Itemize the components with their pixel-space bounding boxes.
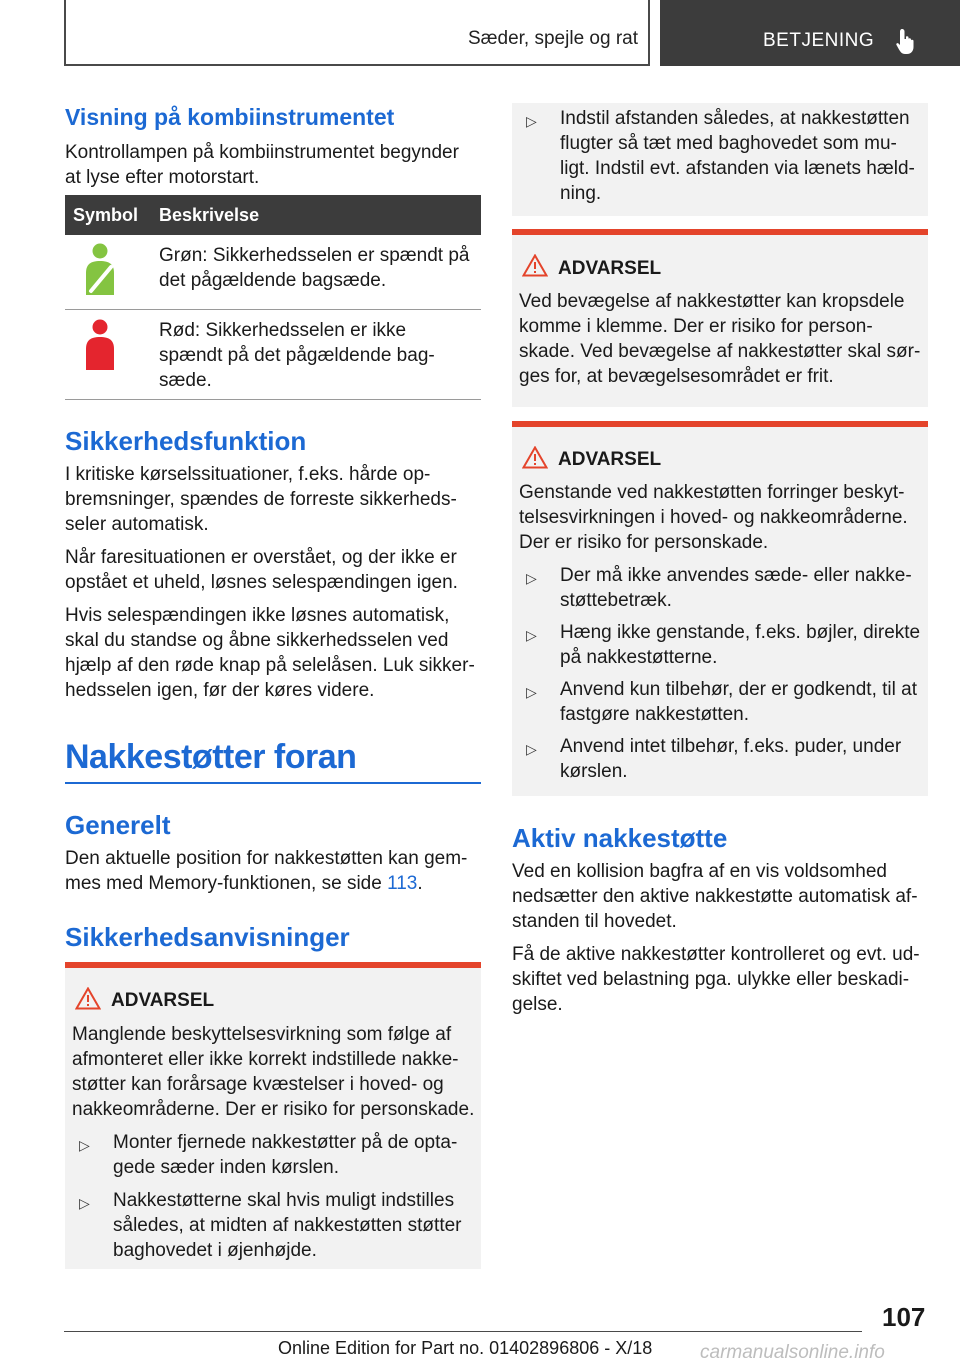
warning-bar [512, 229, 928, 235]
warning-2-line-4: ges for, at bevægelsesområdet er frit. [519, 366, 834, 387]
triangle-bullet-icon: ▷ [526, 741, 537, 757]
triangle-bullet-icon: ▷ [526, 684, 537, 700]
active-p2-line-1: Få de aktive nakkestøtter kontrolleret og evt. ud- [512, 944, 920, 965]
safety-instructions-heading: Sikkerhedsanvisninger [65, 922, 350, 952]
safety-p2-line-1: Når faresituationen er overstået, og der ikke er [65, 547, 457, 568]
safety-p3-line-2: skal du standse og åbne sikkerhedsselen ved [65, 630, 449, 651]
warning-1-bullet-1 [79, 1130, 479, 1180]
hand-pointer-icon [894, 27, 920, 55]
general-text-line-1: Den aktuelle position for nakkestøtten kan gem- [65, 848, 468, 869]
display-heading: Visning på kombiinstrumentet [65, 104, 395, 130]
warning-triangle-icon [522, 254, 548, 277]
row-2-description-line-3: sæde. [159, 370, 212, 391]
row-2-description-line-1: Rød: Sikkerhedsselen er ikke [159, 320, 407, 341]
row-1-description-line-2: det pågældende bagsæde. [159, 270, 387, 291]
triangle-bullet-icon: ▷ [526, 113, 537, 129]
row-1-description-line-1: Grøn: Sikkerhedsselen er spændt på [159, 245, 470, 266]
display-text-line-1: Kontrollampen på kombiinstrumentet begynder [65, 142, 459, 163]
bullet-line: kørslen. [560, 761, 628, 782]
active-p1-line-3: standen til hovedet. [512, 911, 677, 932]
seatbelt-fastened-green-icon [82, 243, 118, 297]
safety-p1-line-3: seler automatisk. [65, 514, 209, 535]
chapter-tab[interactable] [660, 0, 960, 66]
warning-3-bullet-2 [526, 620, 926, 670]
warning-2-title: ADVARSEL [558, 258, 662, 279]
safety-function-heading: Sikkerhedsfunktion [65, 426, 307, 456]
bullet-line: Anvend intet tilbehør, f.eks. puder, under [560, 736, 902, 757]
bullet-line: fastgøre nakkestøtten. [560, 704, 750, 725]
main-heading: Nakkestøtter foran [65, 738, 357, 776]
bullet-line: gede sæder inden kørslen. [113, 1157, 340, 1178]
warning-2-line-3: skade. Ved bevægelse af nakkestøtter skal sør- [519, 341, 921, 362]
safety-p3-line-3: hjælp af den røde knap på selelåsen. Luk sikker- [65, 655, 475, 676]
warning-triangle-icon [75, 987, 101, 1010]
column-header-symbol: Symbol [73, 205, 139, 225]
bullet-line: Indstil afstanden således, at nakkestøtten [560, 108, 910, 129]
display-text-line-2: at lyse efter motorstart. [65, 167, 260, 188]
active-headrest-heading: Aktiv nakkestøtte [512, 823, 728, 853]
safety-p3-line-4: hedsselen igen, før der køres videre. [65, 680, 375, 701]
bullet-line: ligt. Indstil evt. afstanden via lænets hæld- [560, 158, 915, 179]
active-p2-line-2: skiftet ved belastning pga. ulykke eller beskadi- [512, 969, 910, 990]
bullet-line: Anvend kun tilbehør, der er godkendt, til at [560, 679, 917, 700]
page-reference-link[interactable]: 113 [387, 873, 418, 894]
warning-1-bullet-2 [79, 1188, 479, 1263]
bullet-line: ning. [560, 183, 602, 204]
warning-1-line-3: støtter kan forårsage kvæstelser i hoved- og [72, 1074, 444, 1095]
bullet-line: baghovedet i øjenhøjde. [113, 1240, 317, 1261]
footer-rule [64, 1331, 862, 1332]
bullet-line: Der må ikke anvendes sæde- eller nakke- [560, 565, 912, 586]
triangle-bullet-icon: ▷ [79, 1195, 90, 1211]
edition-text: Online Edition for Part no. 01402896806 - X/18 [278, 1338, 653, 1358]
warning-box-2 [512, 229, 928, 407]
column-header-description: Beskrivelse [159, 205, 260, 225]
warning-3-line-1: Genstande ved nakkestøtten forringer beskyt- [519, 482, 905, 503]
bullet-line: på nakkestøtterne. [560, 647, 718, 668]
bullet-line: flugter så tæt med baghovedet som mu- [560, 133, 897, 154]
warning-1-line-2: afmonteret eller ikke korrekt indstillede nakke- [72, 1049, 459, 1070]
general-heading: Generelt [65, 810, 171, 840]
seatbelt-unfastened-red-icon [84, 319, 116, 371]
active-p2-line-3: gelse. [512, 994, 563, 1015]
table-row-divider [65, 309, 481, 310]
warning-3-bullet-4 [526, 734, 926, 784]
watermark-text: carmanualsonline.info [700, 1342, 885, 1362]
triangle-bullet-icon: ▷ [79, 1137, 90, 1153]
bullet-line: Hæng ikke genstande, f.eks. bøjler, direkte [560, 622, 921, 643]
bullet-line: Nakkestøtterne skal hvis muligt indstilles [113, 1190, 455, 1211]
table-header [65, 195, 481, 235]
warning-1-line-4: nakkeområderne. Der er risiko for personskade. [72, 1099, 475, 1120]
safety-p3-line-1: Hvis selespændingen ikke løsnes automatisk, [65, 605, 450, 626]
continued-warning-box [512, 103, 928, 216]
heading-rule [65, 782, 481, 784]
safety-p1-line-2: bremsninger, spændes de forreste sikkerheds- [65, 489, 457, 510]
table-row-divider [65, 399, 481, 400]
general-text-suffix: . [417, 873, 423, 894]
active-p1-line-1: Ved en kollision bagfra af en vis voldsomhed [512, 861, 887, 882]
warning-triangle-icon [522, 446, 548, 469]
warning-1-line-1: Manglende beskyttelsesvirkning som følge af [72, 1024, 452, 1045]
bullet-line: således, at midten af nakkestøtten støtter [113, 1215, 462, 1236]
warning-box-3 [512, 421, 928, 796]
warning-2-line-1: Ved bevægelse af nakkestøtter kan kropsdele [519, 291, 905, 312]
triangle-bullet-icon: ▷ [526, 627, 537, 643]
general-text-line-2 [65, 871, 423, 896]
page-number: 107 [882, 1302, 926, 1332]
active-p1-line-2: nedsætter den aktive nakkestøtte automatisk af- [512, 886, 918, 907]
warning-3-bullet-1 [526, 563, 926, 613]
row-2-description-line-2: spændt på det pågældende bag- [159, 345, 435, 366]
safety-p1-line-1: I kritiske kørselssituationer, f.eks. hårde op- [65, 464, 431, 485]
bullet-line: støttebetræk. [560, 590, 672, 611]
triangle-bullet-icon: ▷ [526, 570, 537, 586]
warning-bar [512, 421, 928, 427]
warning-bar [65, 962, 481, 968]
general-text-prefix: mes med Memory-funktionen, se side [65, 873, 388, 894]
warning-box-1 [65, 962, 481, 1269]
bullet-line: Monter fjernede nakkestøtter på de opta- [113, 1132, 458, 1153]
warning-2-line-2: komme i klemme. Der er risiko for person- [519, 316, 873, 337]
safety-p2-line-2: opstået et uheld, løsnes selespændingen igen. [65, 572, 458, 593]
warning-3-title: ADVARSEL [558, 449, 662, 470]
warning-3-line-3: Der er risiko for personskade. [519, 532, 769, 553]
section-title: Sæder, spejle og rat [467, 28, 638, 49]
continued-bullet [526, 106, 926, 206]
chapter-tab-label: BETJENING [763, 30, 875, 51]
warning-3-line-2: telsesvirkningen i hoved- og nakkeområderne. [519, 507, 908, 528]
warning-3-bullet-3 [526, 677, 926, 727]
warning-1-title: ADVARSEL [111, 990, 215, 1011]
